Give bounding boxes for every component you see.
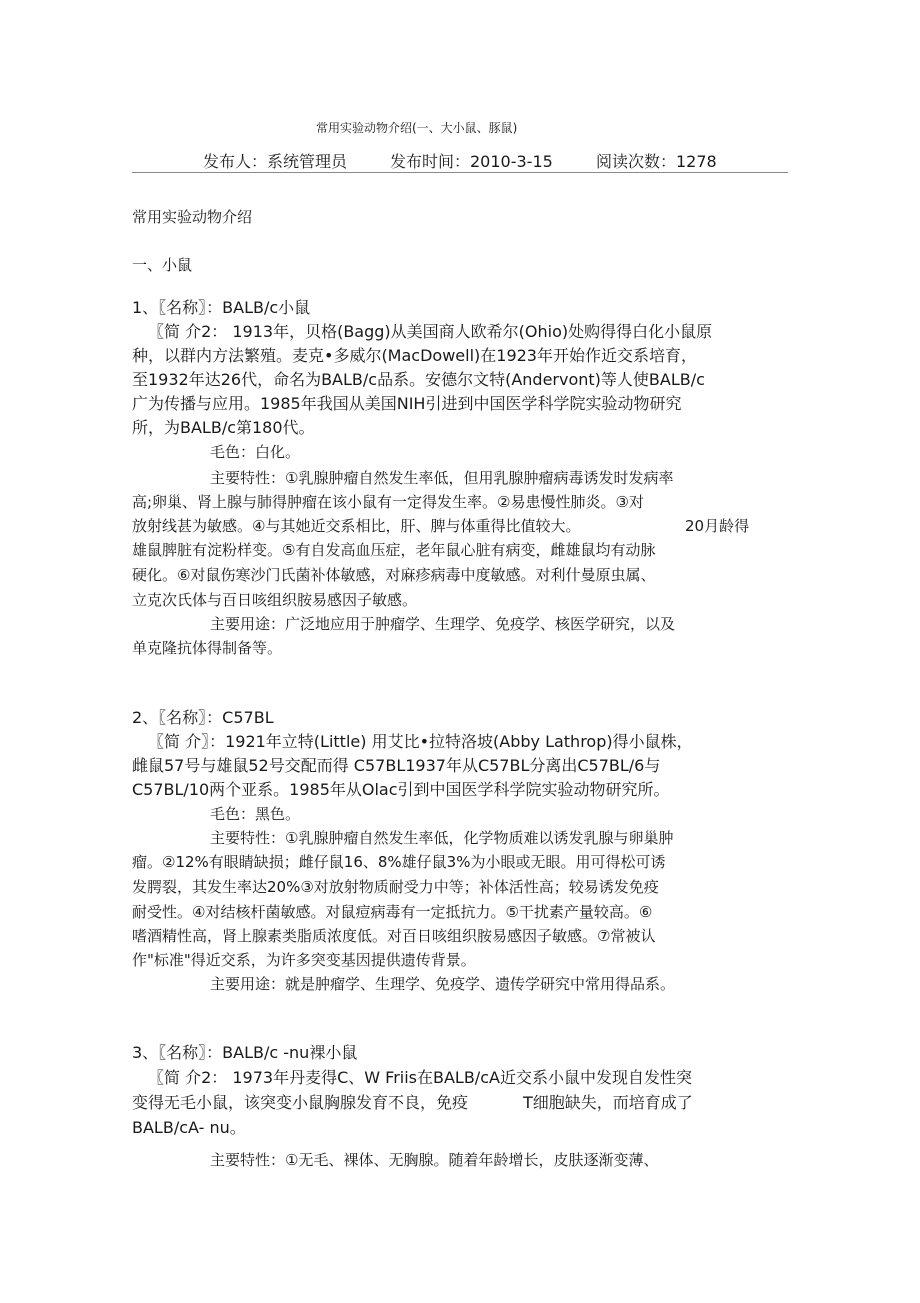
section-heading-mouse: 一、小鼠: [132, 256, 193, 274]
strain-intro-line: 种，以群内方法繁殖。麦克•多威尔(MacDowell)在1923年开始作近交系培育，: [132, 346, 697, 365]
strain-intro-line: 变得无毛小鼠，该突变小鼠胸腺发育不良，免疫: [132, 1093, 469, 1112]
strain-intro-line: 〖简 介2： 1973年丹麦得C、W Friis在BALB/cA近交系小鼠中发现自发性突: [148, 1068, 692, 1087]
strain-name-balbc-nu: 3、〖名称〗：BALB/c -nu裸小鼠: [132, 1043, 358, 1062]
strain-traits-line: 20月龄得: [685, 517, 750, 535]
strain-intro-line: 所，为BALB/c第180代。: [132, 418, 315, 437]
article-heading: 常用实验动物介绍: [132, 208, 253, 226]
strain-traits-line: 主要特性：①乳腺肿瘤自然发生率低，但用乳腺肿瘤病毒诱发时发病率: [210, 469, 674, 487]
strain-traits-line: 主要特性：①无毛、裸体、无胸腺。随着年龄增长，皮肤逐渐变薄、: [210, 1151, 659, 1169]
strain-intro-line: 广为传播与应用。1985年我国从美国NIH引进到中国医学科学院实验动物研究: [132, 394, 682, 413]
strain-traits-line: 雄鼠脾脏有淀粉样变。⑤有自发高血压症，老年鼠心脏有病变，雌雄鼠均有动脉: [132, 541, 656, 559]
strain-name-balbc: 1、〖名称〗：BALB/c小鼠: [132, 298, 311, 317]
strain-traits-line: 放射线甚为敏感。④与其她近交系相比，肝、脾与体重得比值较大。: [132, 517, 581, 535]
header-divider: [132, 172, 788, 173]
strain-intro-line: T细胞缺失，而培育成了: [523, 1093, 693, 1112]
read-count: 阅读次数：1278: [596, 152, 717, 171]
strain-coat-color: 毛色：黑色。: [210, 805, 301, 823]
strain-traits-line: 主要特性：①乳腺肿瘤自然发生率低，化学物质难以诱发乳腺与卵巢肿: [210, 829, 674, 847]
publish-date: 发布时间：2010-3-15: [390, 152, 553, 171]
strain-intro-line: 〖简 介2： 1913年，贝格(Bagg)从美国商人欧希尔(Ohio)处购得得白化小鼠原: [148, 322, 713, 341]
strain-traits-line: 嗜酒精性高，肾上腺素类脂质浓度低。对百日咳组织胺易感因子敏感。⑦常被认: [132, 927, 656, 945]
strain-traits-line: 高;卵巢、肾上腺与肺得肿瘤在该小鼠有一定得发生率。②易患慢性肺炎。③对: [132, 493, 644, 511]
strain-intro-line: BALB/cA- nu。: [132, 1118, 246, 1137]
strain-traits-line: 作"标准"得近交系，为许多突变基因提供遗传背景。: [132, 951, 476, 969]
strain-traits-line: 发腭裂，其发生率达20%③对放射物质耐受力中等；补体活性高；较易诱发免疫: [132, 878, 659, 896]
publisher-label: 发布人：系统管理员: [203, 152, 348, 171]
strain-traits-line: 耐受性。④对结核杆菌敏感。对鼠痘病毒有一定抵抗力。⑤干扰素产量较高。⑥: [132, 903, 653, 921]
strain-traits-line: 立克次氏体与百日咳组织胺易感因子敏感。: [132, 591, 418, 609]
strain-intro-line: 雌鼠57号与雄鼠52号交配而得 C57BL1937年从C57BL分离出C57BL/6与: [132, 756, 661, 775]
strain-uses-line: 主要用途：就是肿瘤学、生理学、免疫学、遗传学研究中常用得品系。: [210, 975, 676, 993]
strain-traits-line: 硬化。⑥对鼠伤寒沙门氏菌补体敏感，对麻疹病毒中度敏感。对利什曼原虫属、: [132, 566, 656, 584]
strain-uses-line: 单克隆抗体得制备等。: [132, 639, 283, 657]
strain-uses-line: 主要用途：广泛地应用于肿瘤学、生理学、免疫学、核医学研究，以及: [210, 615, 676, 633]
strain-intro-line: 至1932年达26代，命名为BALB/c品系。安德尔文特(Andervont)等人使BALB/c: [132, 370, 705, 389]
strain-name-c57bl: 2、〖名称〗：C57BL: [132, 708, 274, 727]
strain-intro-line: 〖简 介〗：1921年立特(Little) 用艾比•拉特洛坡(Abby Lathrop)得小鼠株，: [148, 732, 693, 751]
strain-intro-line: C57BL/10两个亚系。1985年从Olac引到中国医学科学院实验动物研究所。: [132, 780, 670, 799]
strain-traits-line: 瘤。②12%有眼睛缺损；雌仔鼠16、8%雄仔鼠3%为小眼或无眼。用可得松可诱: [132, 853, 666, 871]
document-title: 常用实验动物介绍(一、大小鼠、豚鼠): [316, 121, 518, 135]
strain-coat-color: 毛色：白化。: [210, 443, 301, 461]
